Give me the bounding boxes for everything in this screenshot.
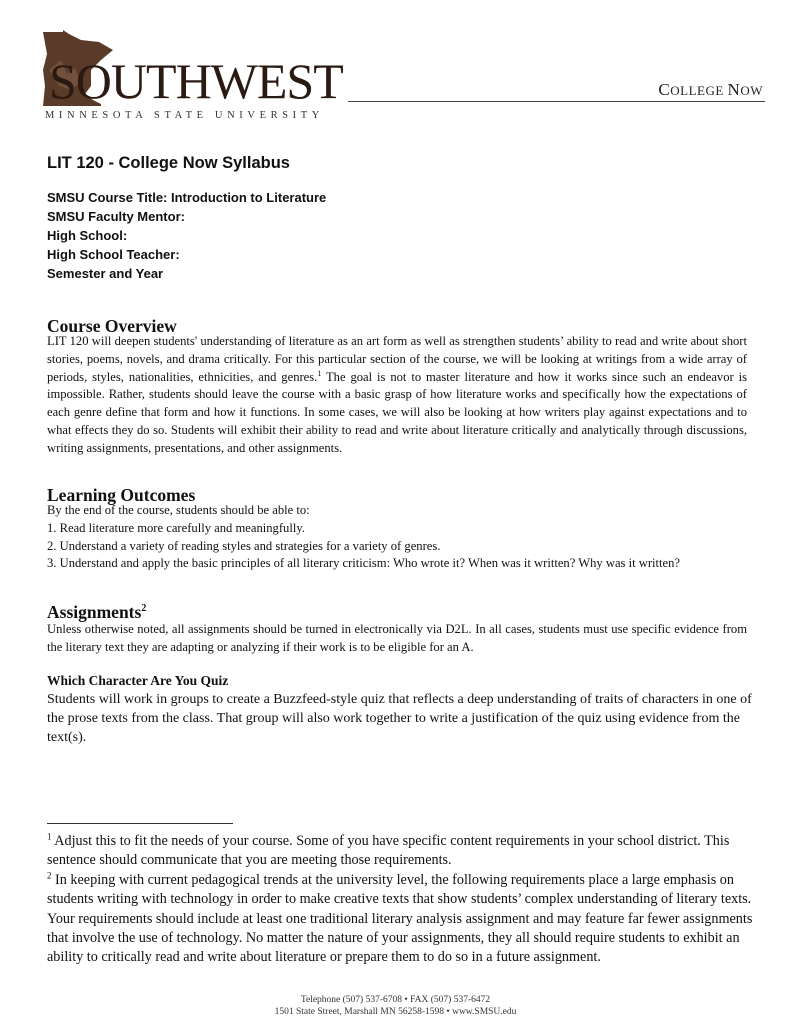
footnote-2: $^2$ In keeping with current pedagogical trends at the university level, the following requirements place a large emphasis on students writing with technology in order to make creative texts that show students’ complex understanding of literary texts. Your requirements should include at least one traditional literary analysis assignment and may feature far fewer assignments that involve the use of technology. No matter the nature of your assignments, they all should require students to exhibit an ability to critically read and write about literature or prepare them to do so in a future assignment.: [47, 870, 753, 966]
program-name: COLLEGE NOW: [658, 80, 763, 99]
course-overview-text: LIT 120 will deepen students' understanding of literature as an art form as well as strengthen students’ ability to read and write about short stories, poems, novels, and drama critically. For this particular section of the course, we will be looking at writings from a wide array of periods, styles, nationalities, ethnicities, and genres.$^1$ The goal is not to master literature and how it works since such an endeavor is impossible. Rather, students should leave the course with a basic grasp of how literature works and specifically how the expectations of each genre define that form and how it functions. In some cases, we will also be looking at how writers play against expectations and to what effects they do so. Students will exhibit their ability to read and write about literature critically and analytically through discussions, writing assignments, presentations, and other assignments.: [47, 334, 747, 455]
logo-subtitle: MINNESOTA STATE UNIVERSITY: [45, 110, 324, 121]
assignments-heading: Assignments$^2$: [47, 602, 147, 622]
assignments-text: Unless otherwise noted, all assignments should be turned in electronically via D2L. In all cases, students must use specific evidence from the literary text they are adapting or analyzing if their work is to be eligible for an A.: [47, 622, 747, 654]
list-item: 3. Understand and apply the basic principles of all literary criticism: Who wrote it? When was it written? Why was it written?: [47, 556, 681, 571]
learning-outcomes-heading: Learning Outcomes: [47, 485, 196, 505]
footer-address: 1501 State Street, Marshall MN 56258-1598 • www.SMSU.edu: [274, 1007, 517, 1017]
course-info: [47, 188, 326, 283]
course-title-line: SMSU Course Title: Introduction to Literature: [47, 190, 327, 205]
footnotes: [47, 832, 763, 968]
quiz-heading: Which Character Are You Quiz: [47, 673, 229, 688]
outcomes-intro: By the end of the course, students should be able to:: [47, 503, 310, 517]
semester-line: Semester and Year: [47, 266, 164, 281]
faculty-mentor-line: SMSU Faculty Mentor:: [47, 209, 185, 224]
footnote-ref-1[interactable]: 1: [317, 368, 322, 378]
page-title: LIT 120 - College Now Syllabus: [47, 154, 290, 172]
footer-contact: Telephone (507) 537-6708 • FAX (507) 537-6472: [300, 995, 491, 1005]
quiz-description: Students will work in groups to create a Buzzfeed-style quiz that reflects a deep understanding of traits of characters in one of the prose texts from the class. That group will also work together to write a justification of the quiz using evidence from the text(s).: [47, 692, 752, 745]
high-school-line: High School:: [47, 228, 128, 243]
list-item: 1. Read literature more carefully and meaningfully.: [47, 520, 305, 535]
page-footer: [0, 994, 791, 1018]
learning-outcomes-list: [47, 502, 747, 573]
high-school-teacher-line: High School Teacher:: [47, 247, 180, 262]
course-overview-heading: Course Overview: [47, 316, 177, 336]
footnote-1: $^1$ Adjust this to fit the needs of your course. Some of you have specific content requirements in your school district. This sentence should communicate that you are meeting those requirements.: [47, 831, 730, 869]
logo-wordmark: SOUTHWEST: [49, 53, 343, 109]
footnote-divider: [47, 823, 233, 824]
letterhead-rule: [348, 101, 765, 102]
smsu-logo: [41, 30, 353, 122]
footnote-ref-2[interactable]: 2: [141, 603, 147, 615]
list-item: 2. Understand a variety of reading styles and strategies for a variety of genres.: [47, 538, 441, 553]
